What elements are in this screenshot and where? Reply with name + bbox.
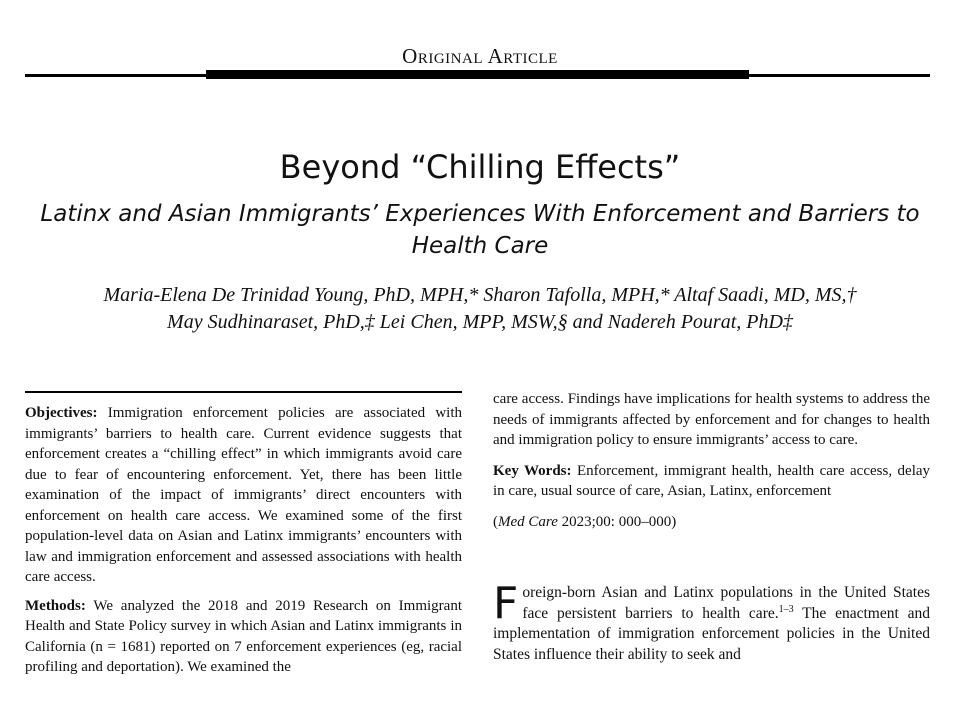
objectives-text: Immigration enforcement policies are associated with immigrants’ barriers to health care. Current evidence suggests that enforcement creates a “chilling effect” in which immigrants avoid care due to fear of encountering enforcement. Yet, there has been little examination of the impact of immigrants’ direct encounters with enforcement on health care access. We examined some of the first population-level data on Asian and Latinx immigrants’ encounters with law and immigration enforcement and assessed associations with health care access. xyxy=(25,405,462,585)
article-type-label: Original Article xyxy=(402,44,558,68)
keywords-heading: Key Words: xyxy=(493,462,572,479)
abstract-divider xyxy=(25,391,462,393)
drop-cap: F xyxy=(493,578,519,629)
body-intro-paragraph xyxy=(493,578,930,665)
objectives-paragraph xyxy=(25,403,462,588)
author-list xyxy=(0,282,960,336)
body-text-continued: The enactment and implementation of immigration enforcement policies in the United States influence their ability to seek and xyxy=(493,604,930,663)
methods-paragraph xyxy=(25,596,462,678)
journal-citation: (Med Care 2023;00: 000–000) xyxy=(493,513,677,530)
article-subtitle: Latinx and Asian Immigrants’ Experiences With Enforcement and Barriers to Health Care xyxy=(40,201,920,259)
methods-heading: Methods: xyxy=(25,597,86,614)
keywords-paragraph xyxy=(493,461,930,502)
abstract-right-column xyxy=(493,389,930,532)
author-line-2: May Sudhinaraset, PhD,‡ Lei Chen, MPP, MSW,§ and Nadereh Pourat, PhD‡ xyxy=(167,311,793,333)
keywords-text: Enforcement, immigrant health, health care access, delay in care, usual source of care, Asian, Latinx, enforcement xyxy=(493,462,931,499)
body-text-start: oreign-born Asian and Latinx populations in the United States face persistent barriers to health care. xyxy=(522,584,930,622)
reference-superscript[interactable]: 1–3 xyxy=(778,603,794,615)
author-line-1: Maria-Elena De Trinidad Young, PhD, MPH,* Sharon Tafolla, MPH,* Altaf Saadi, MD, MS,† xyxy=(103,284,857,306)
methods-text: We analyzed the 2018 and 2019 Research on Immigrant Health and State Policy survey in which Asian and Latinx immigrants in California (n = 1681) reported on 7 enforcement experiences (eg, racial profiling and deportation). We examined the xyxy=(25,597,463,675)
citation-journal: Med Care xyxy=(498,513,558,530)
header-thick-rule xyxy=(206,70,749,79)
abstract-left-column xyxy=(25,403,463,675)
citation-details: 2023;00: 000–000) xyxy=(561,513,677,530)
conclusions-continued-text: care access. Findings have implications for health systems to address the needs of immigrants affected by enforcement and for changes to health and immigration policy to ensure immigrants’ access to care. xyxy=(493,391,930,448)
objectives-heading: Objectives: xyxy=(25,405,98,421)
article-title: Beyond “Chilling Effects” xyxy=(279,148,681,186)
